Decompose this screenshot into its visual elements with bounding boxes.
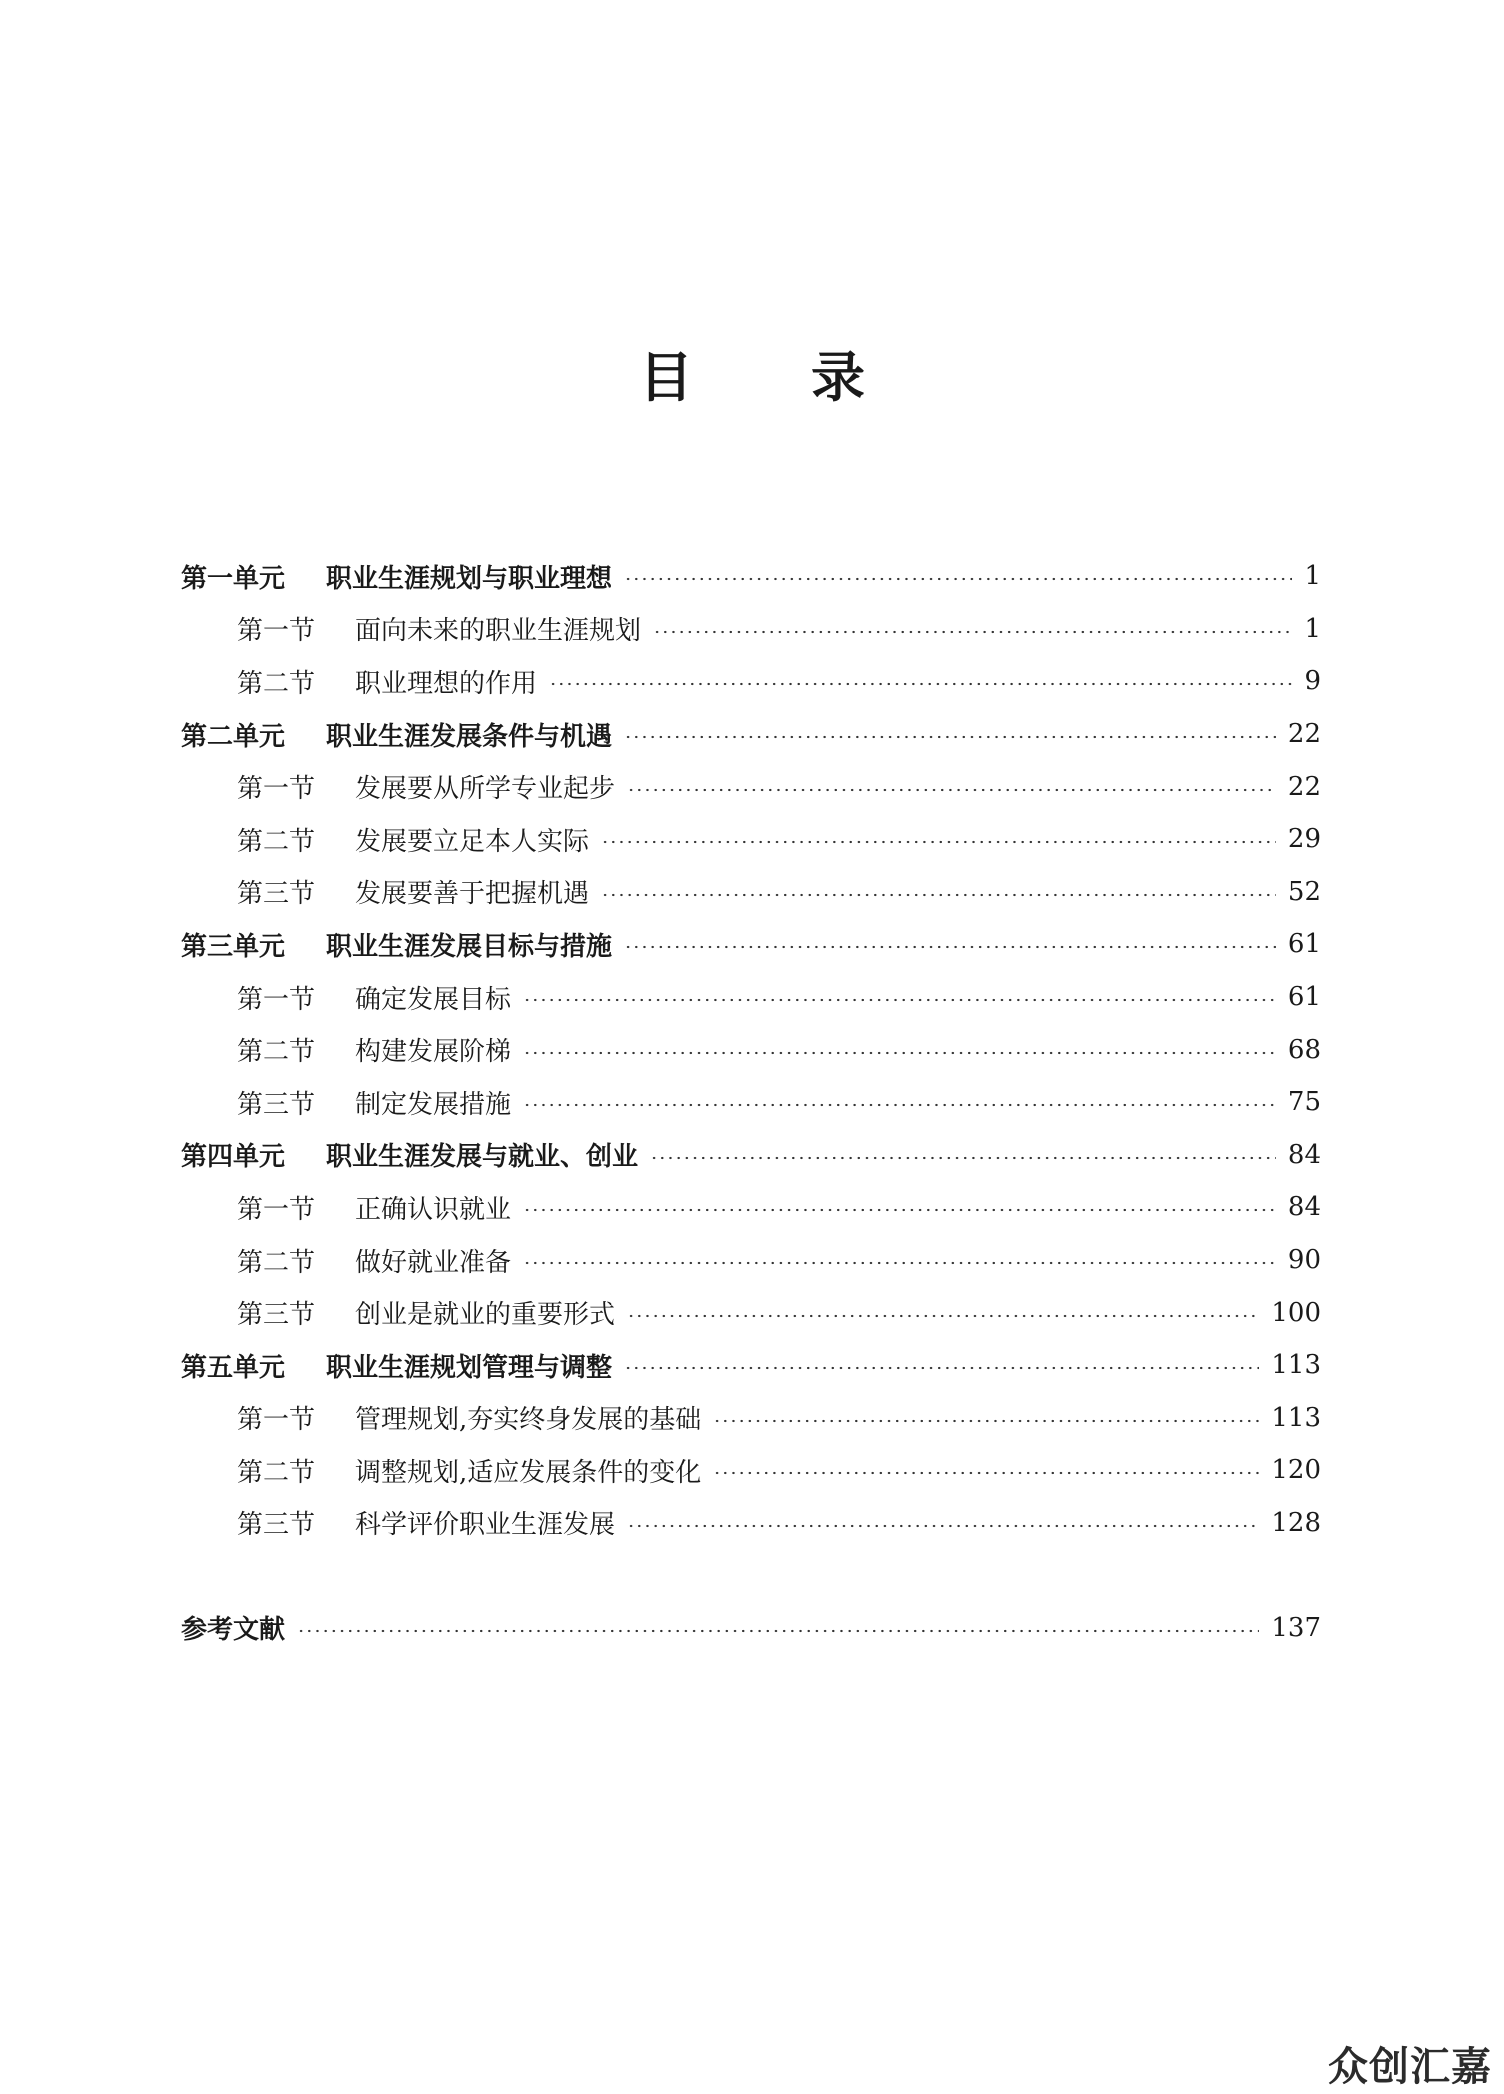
page-number: 22 (1287, 719, 1321, 750)
page-number: 137 (1271, 1612, 1321, 1643)
page-number: 1 (1304, 561, 1321, 592)
toc-unit-1[interactable] (181, 550, 1321, 603)
unit-label: 第四单元 (181, 1142, 286, 1173)
section-title: 制定发展措施 (355, 1089, 512, 1120)
dot-leader (549, 682, 1292, 686)
dot-leader (624, 945, 1276, 949)
section-label: 第二节 (237, 826, 316, 857)
page-number: 90 (1287, 1245, 1321, 1276)
page-number: 61 (1287, 929, 1321, 960)
page-title-char-1: 目 (639, 346, 693, 409)
dot-leader (713, 1471, 1259, 1475)
dot-leader (650, 1156, 1276, 1160)
toc-section-4-1[interactable] (181, 1181, 1321, 1234)
section-label: 第一节 (237, 774, 316, 805)
toc-unit-3[interactable] (181, 918, 1321, 971)
section-label: 第一节 (237, 984, 316, 1015)
section-title: 科学评价职业生涯发展 (355, 1510, 616, 1541)
section-label: 第三节 (237, 1300, 316, 1331)
page-number: 84 (1287, 1139, 1321, 1170)
toc-section-4-3[interactable] (181, 1286, 1321, 1339)
toc-section-3-1[interactable] (181, 971, 1321, 1024)
toc-unit-5[interactable] (181, 1339, 1321, 1392)
section-title: 发展要善于把握机遇 (355, 879, 590, 910)
page-number: 113 (1271, 1350, 1321, 1381)
page-number: 120 (1271, 1455, 1321, 1486)
section-title: 职业理想的作用 (355, 668, 538, 699)
dot-leader (713, 1419, 1259, 1423)
unit-title: 职业生涯规划与职业理想 (326, 563, 613, 594)
section-label: 第二节 (237, 1037, 316, 1068)
dot-leader (624, 577, 1292, 581)
toc-unit-2[interactable] (181, 708, 1321, 761)
unit-title: 职业生涯规划管理与调整 (326, 1352, 613, 1383)
page-number: 61 (1287, 982, 1321, 1013)
toc-references[interactable] (181, 1601, 1321, 1654)
dot-leader (523, 998, 1276, 1002)
dot-leader (624, 1366, 1259, 1370)
table-of-contents (181, 550, 1321, 1654)
toc-section-1-1[interactable] (181, 603, 1321, 656)
section-label: 第一节 (237, 1194, 316, 1225)
page-number: 113 (1271, 1402, 1321, 1433)
page-number: 29 (1287, 824, 1321, 855)
page-number: 1 (1304, 613, 1321, 644)
section-title: 面向未来的职业生涯规划 (355, 616, 642, 647)
page-number: 75 (1287, 1087, 1321, 1118)
section-title: 正确认识就业 (355, 1194, 512, 1225)
section-label: 第一节 (237, 1405, 316, 1436)
watermark-logo: 众创汇嘉 (1328, 2044, 1492, 2090)
page-number: 22 (1287, 771, 1321, 802)
toc-section-5-3[interactable] (181, 1497, 1321, 1550)
section-label: 第三节 (237, 1510, 316, 1541)
dot-leader (523, 1103, 1276, 1107)
toc-section-3-2[interactable] (181, 1023, 1321, 1076)
section-title: 管理规划,夯实终身发展的基础 (355, 1405, 702, 1436)
dot-leader (297, 1629, 1259, 1633)
section-title: 确定发展目标 (355, 984, 512, 1015)
page-number: 84 (1287, 1192, 1321, 1223)
page-number: 100 (1271, 1297, 1321, 1328)
dot-leader (601, 893, 1276, 897)
toc-section-2-3[interactable] (181, 866, 1321, 919)
unit-label: 第五单元 (181, 1352, 286, 1383)
unit-title: 职业生涯发展条件与机遇 (326, 721, 613, 752)
toc-section-5-1[interactable] (181, 1392, 1321, 1445)
unit-title: 职业生涯发展目标与措施 (326, 931, 613, 962)
dot-leader (523, 1261, 1276, 1265)
page-title-char-2: 录 (811, 346, 865, 409)
dot-leader (627, 1524, 1259, 1528)
section-label: 第三节 (237, 879, 316, 910)
section-title: 构建发展阶梯 (355, 1037, 512, 1068)
section-title: 做好就业准备 (355, 1247, 512, 1278)
unit-label: 第一单元 (181, 563, 286, 594)
unit-label: 第二单元 (181, 721, 286, 752)
unit-title: 职业生涯发展与就业、创业 (326, 1142, 639, 1173)
section-label: 第二节 (237, 668, 316, 699)
dot-leader (624, 735, 1276, 739)
page-number: 52 (1287, 876, 1321, 907)
references-title: 参考文献 (181, 1615, 286, 1646)
toc-section-5-2[interactable] (181, 1444, 1321, 1497)
toc-section-2-2[interactable] (181, 813, 1321, 866)
unit-label: 第三单元 (181, 931, 286, 962)
section-title: 发展要立足本人实际 (355, 826, 590, 857)
section-title: 发展要从所学专业起步 (355, 774, 616, 805)
dot-leader (601, 840, 1276, 844)
toc-unit-4[interactable] (181, 1129, 1321, 1182)
section-label: 第三节 (237, 1089, 316, 1120)
section-label: 第二节 (237, 1457, 316, 1488)
toc-section-1-2[interactable] (181, 655, 1321, 708)
section-title: 创业是就业的重要形式 (355, 1300, 616, 1331)
toc-section-3-3[interactable] (181, 1076, 1321, 1129)
dot-leader (523, 1208, 1276, 1212)
page-number: 9 (1304, 666, 1321, 697)
section-label: 第二节 (237, 1247, 316, 1278)
toc-section-4-2[interactable] (181, 1234, 1321, 1287)
toc-section-2-1[interactable] (181, 760, 1321, 813)
dot-leader (523, 1051, 1276, 1055)
dot-leader (627, 788, 1276, 792)
page-number: 68 (1287, 1034, 1321, 1065)
page-number: 128 (1271, 1507, 1321, 1538)
dot-leader (653, 630, 1292, 634)
dot-leader (627, 1314, 1259, 1318)
page-title (0, 338, 1504, 418)
section-label: 第一节 (237, 616, 316, 647)
section-title: 调整规划,适应发展条件的变化 (355, 1457, 702, 1488)
